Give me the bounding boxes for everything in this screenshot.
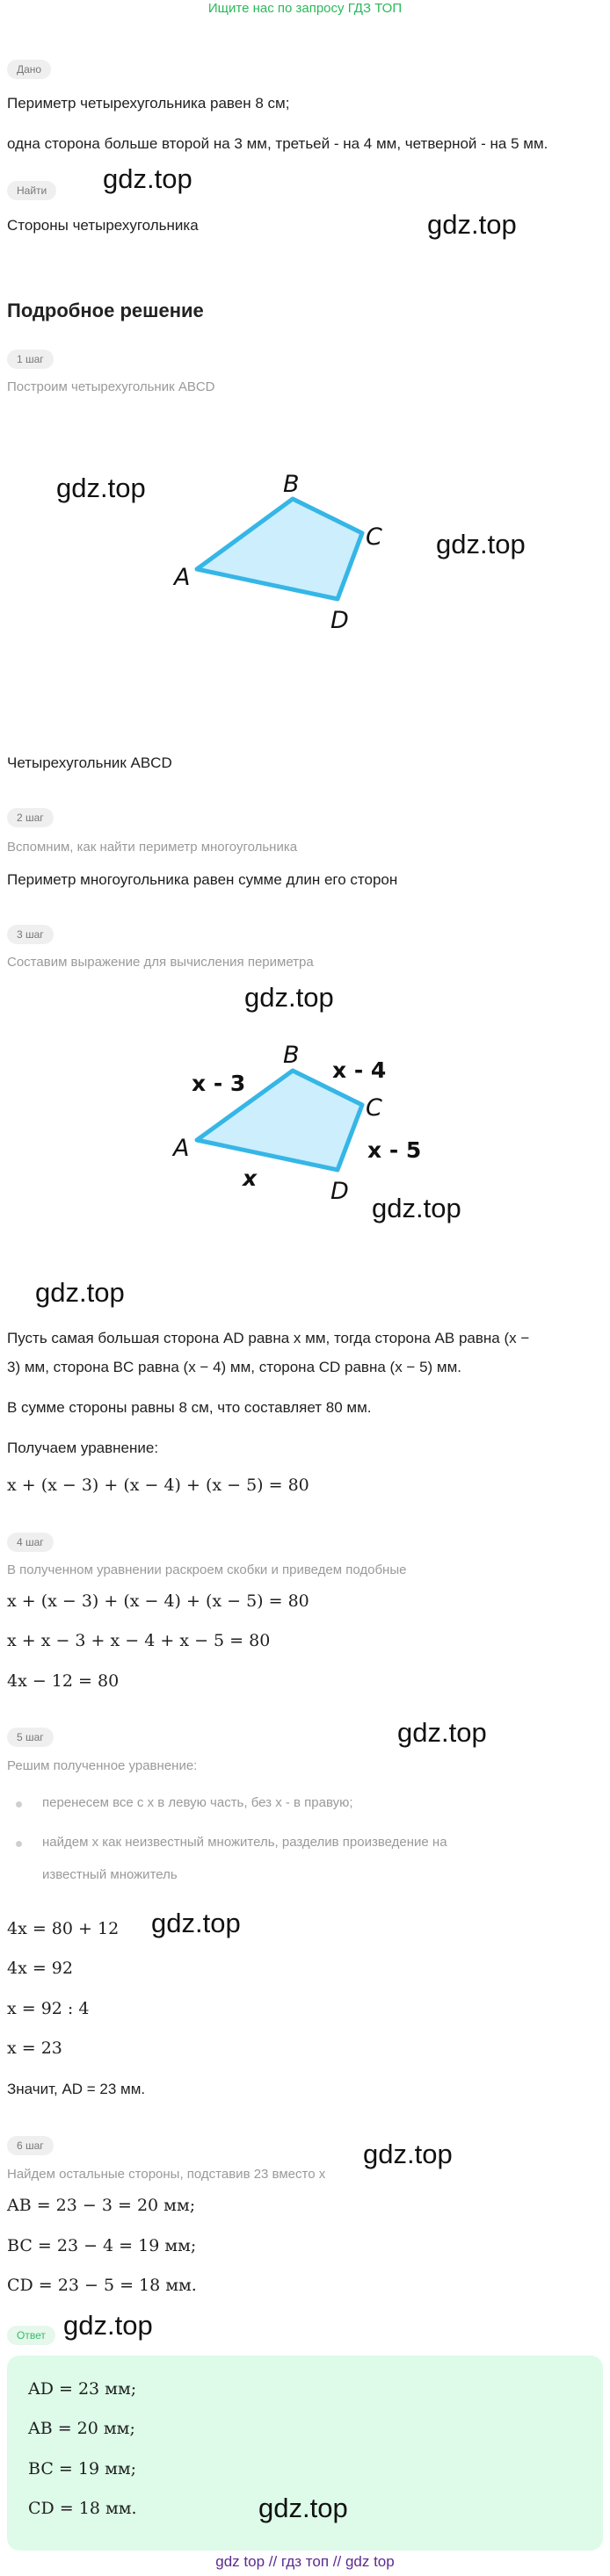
top-search-link[interactable]: Ищите нас по запросу ГДЗ ТОП (207, 1, 403, 16)
answer-tag: Ответ (7, 2326, 55, 2345)
step-3-text-line-1: Пусть самая большая сторона AD равна x мм, тогда сторона AB равна (x − (7, 1330, 530, 1346)
step-6-equation-3: CD = 23 − 5 = 18 мм. (7, 2276, 197, 2295)
bullet-dot (16, 1801, 22, 1808)
watermark: gdz.top (258, 2493, 348, 2523)
vertex-label-a: A (174, 564, 191, 591)
watermark: gdz.top (372, 1193, 461, 1223)
vertex-label-d: D (330, 607, 349, 634)
vertex-label-b: B (283, 1042, 300, 1069)
step-6-equation-2: BC = 23 − 4 = 19 мм; (7, 2236, 197, 2255)
step-5-equation-2: 4x = 92 (7, 1959, 73, 1978)
watermark: gdz.top (63, 2310, 153, 2341)
side-label-bc: x - 4 (332, 1057, 387, 1083)
vertex-label-a: A (173, 1135, 190, 1162)
watermark: gdz.top (244, 982, 334, 1013)
footer-links[interactable]: gdz top // гдз топ // gdz top (215, 2553, 395, 2570)
quadrilateral-figure-2 (0, 1028, 610, 1212)
side-label-cd: x - 5 (367, 1137, 422, 1163)
quadrilateral-shape (197, 499, 362, 599)
step-3-text-equation-intro: Получаем уравнение: (7, 1440, 159, 1456)
watermark: gdz.top (436, 529, 526, 559)
vertex-label-c: C (366, 523, 382, 551)
side-label-ad: x (243, 1165, 258, 1191)
vertex-label-c: C (366, 1094, 382, 1122)
step-2-subtitle: Вспомним, как найти периметр многоугольника (7, 840, 298, 855)
answer-line-4: CD = 18 мм. (28, 2499, 137, 2518)
watermark: gdz.top (103, 163, 192, 194)
bullet-dot (16, 1841, 22, 1847)
step-4-equation-1: x + (x − 3) + (x − 4) + (x − 5) = 80 (7, 1591, 309, 1611)
answer-line-2: AB = 20 мм; (28, 2419, 135, 2438)
solution-title: Подробное решение (7, 299, 204, 321)
given-line-2: одна сторона больше второй на 3 мм, третьей - на 4 мм, четверной - на 5 мм. (7, 135, 548, 152)
step-4-equation-3: 4x − 12 = 80 (7, 1671, 120, 1691)
step-5-tag: 5 шаг (7, 1728, 54, 1747)
given-line-1: Периметр четырехугольника равен 8 см; (7, 95, 290, 112)
vertex-label-d: D (330, 1178, 349, 1205)
watermark: gdz.top (151, 1908, 241, 1938)
watermark: gdz.top (397, 1717, 487, 1748)
step-5-equation-1: 4x = 80 + 12 (7, 1919, 120, 1938)
step-6-equation-1: AB = 23 − 3 = 20 мм; (7, 2196, 196, 2215)
step-3-text-line-2: 3) мм, сторона BC равна (x − 4) мм, сторона CD равна (x − 5) мм. (7, 1359, 462, 1375)
answer-line-1: AD = 23 мм; (28, 2379, 137, 2399)
find-line-1: Стороны четырехугольника (7, 217, 199, 234)
watermark: gdz.top (363, 2139, 453, 2169)
step-5-equation-3: x = 92 : 4 (7, 1999, 90, 2018)
watermark: gdz.top (56, 473, 146, 503)
step-5-bullet-1: перенесем все с x в левую часть, без x - в правую; (42, 1795, 353, 1810)
step-5-bullet-2-line-2: известный множитель (42, 1867, 178, 1882)
step-3-text-sum: В сумме стороны равны 8 см, что составляет 80 мм. (7, 1399, 372, 1416)
side-label-ab: x - 3 (192, 1071, 246, 1096)
vertex-label-b: B (283, 471, 300, 498)
step-4-tag: 4 шаг (7, 1533, 54, 1552)
step-1-subtitle: Построим четырехугольник ABCD (7, 379, 215, 394)
step-4-subtitle: В полученном уравнении раскроем скобки и приведем подобные (7, 1562, 407, 1577)
step-2-tag: 2 шаг (7, 808, 54, 827)
answer-line-3: BC = 19 мм; (28, 2459, 137, 2479)
step-4-equation-2: x + x − 3 + x − 4 + x − 5 = 80 (7, 1631, 271, 1650)
step-5-equation-4: x = 23 (7, 2038, 62, 2058)
step-1-caption: Четырехугольник ABCD (7, 754, 172, 771)
step-1-tag: 1 шаг (7, 350, 54, 369)
watermark: gdz.top (427, 209, 517, 240)
step-5-subtitle: Решим полученное уравнение: (7, 1758, 198, 1773)
step-6-subtitle: Найдем остальные стороны, подставив 23 вместо x (7, 2167, 326, 2182)
watermark: gdz.top (35, 1277, 125, 1308)
step-2-text: Периметр многоугольника равен сумме длин его сторон (7, 871, 398, 888)
step-5-bullet-2-line-1: найдем x как неизвестный множитель, разделив произведение на (42, 1835, 447, 1850)
find-tag: Найти (7, 181, 56, 200)
step-3-tag: 3 шаг (7, 925, 54, 944)
step-3-subtitle: Составим выражение для вычисления периметра (7, 955, 314, 970)
step-6-tag: 6 шаг (7, 2136, 54, 2155)
step-3-equation: x + (x − 3) + (x − 4) + (x − 5) = 80 (7, 1476, 309, 1495)
given-tag: Дано (7, 60, 51, 79)
step-5-conclusion: Значит, AD = 23 мм. (7, 2081, 146, 2097)
